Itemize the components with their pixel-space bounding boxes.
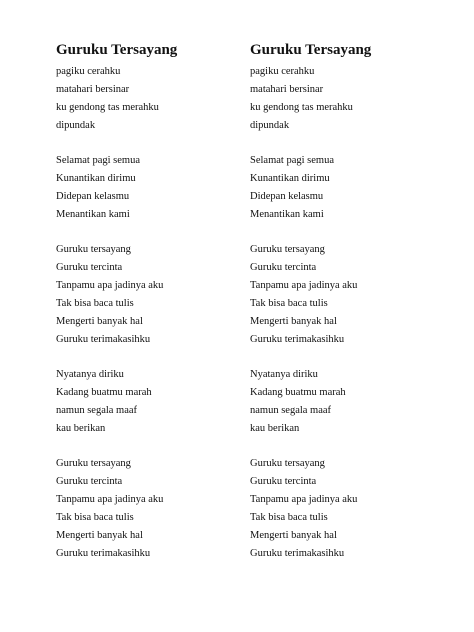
poem-line: Mengerti banyak hal <box>56 530 143 541</box>
stanza-4 <box>250 366 440 438</box>
poem-line: Kunantikan dirimu <box>250 173 330 184</box>
poem-line: Tak bisa baca tulis <box>56 298 134 309</box>
poem-line: Guruku terimakasihku <box>250 334 345 345</box>
poem-line: dipundak <box>56 120 96 131</box>
poem-line: namun segala maaf <box>250 405 332 416</box>
poem-line: pagiku cerahku <box>250 66 315 77</box>
poem-line: Menantikan kami <box>250 209 324 220</box>
poem-line: kau berikan <box>250 423 300 434</box>
poem-line: Tanpamu apa jadinya aku <box>250 280 358 291</box>
poem-line: Mengerti banyak hal <box>56 316 143 327</box>
poem-line: Guruku tersayang <box>250 244 325 255</box>
poem-line: Menantikan kami <box>56 209 130 220</box>
poem-line: kau berikan <box>56 423 106 434</box>
poem-line: Didepan kelasmu <box>56 191 130 202</box>
stanza-1 <box>56 63 246 135</box>
stanza-2 <box>250 152 440 224</box>
poem-line: Selamat pagi semua <box>56 155 140 166</box>
poem-line: Nyatanya diriku <box>250 369 318 380</box>
poem-line: Guruku tercinta <box>56 476 123 487</box>
poem-column-right <box>250 39 440 580</box>
poem-line: Kunantikan dirimu <box>56 173 136 184</box>
poem-line: namun segala maaf <box>56 405 138 416</box>
stanza-1 <box>250 63 440 135</box>
stanza-2 <box>56 152 246 224</box>
stanza-3 <box>250 241 440 349</box>
stanza-5 <box>250 455 440 563</box>
poem-line: Guruku tercinta <box>56 262 123 273</box>
poem-line: Guruku tersayang <box>56 458 131 469</box>
poem-line: Kadang buatmu marah <box>250 387 346 398</box>
poem-line: Tanpamu apa jadinya aku <box>250 494 358 505</box>
poem-line: ku gendong tas merahku <box>250 102 353 113</box>
poem-line: Guruku terimakasihku <box>56 548 151 559</box>
poem-line: ku gendong tas merahku <box>56 102 159 113</box>
poem-title: Guruku Tersayang <box>250 42 372 58</box>
poem-line: Tanpamu apa jadinya aku <box>56 494 164 505</box>
poem-line: Nyatanya diriku <box>56 369 124 380</box>
poem-line: Tak bisa baca tulis <box>56 512 134 523</box>
stanza-5 <box>56 455 246 563</box>
poem-line: Mengerti banyak hal <box>250 316 337 327</box>
poem-line: pagiku cerahku <box>56 66 121 77</box>
poem-line: dipundak <box>250 120 290 131</box>
poem-line: Guruku tercinta <box>250 262 317 273</box>
stanza-4 <box>56 366 246 438</box>
poem-line: matahari bersinar <box>56 84 130 95</box>
poem-line: Didepan kelasmu <box>250 191 324 202</box>
poem-line: Guruku terimakasihku <box>56 334 151 345</box>
poem-line: Tak bisa baca tulis <box>250 298 328 309</box>
poem-line: Tanpamu apa jadinya aku <box>56 280 164 291</box>
poem-line: Selamat pagi semua <box>250 155 334 166</box>
poem-line: Guruku tersayang <box>250 458 325 469</box>
poem-line: Guruku tersayang <box>56 244 131 255</box>
poem-line: Guruku tercinta <box>250 476 317 487</box>
poem-line: Guruku terimakasihku <box>250 548 345 559</box>
poem-line: matahari bersinar <box>250 84 324 95</box>
poem-line: Mengerti banyak hal <box>250 530 337 541</box>
poem-line: Tak bisa baca tulis <box>250 512 328 523</box>
poem-column-left <box>56 39 246 580</box>
poem-title: Guruku Tersayang <box>56 42 178 58</box>
stanza-3 <box>56 241 246 349</box>
poem-line: Kadang buatmu marah <box>56 387 152 398</box>
